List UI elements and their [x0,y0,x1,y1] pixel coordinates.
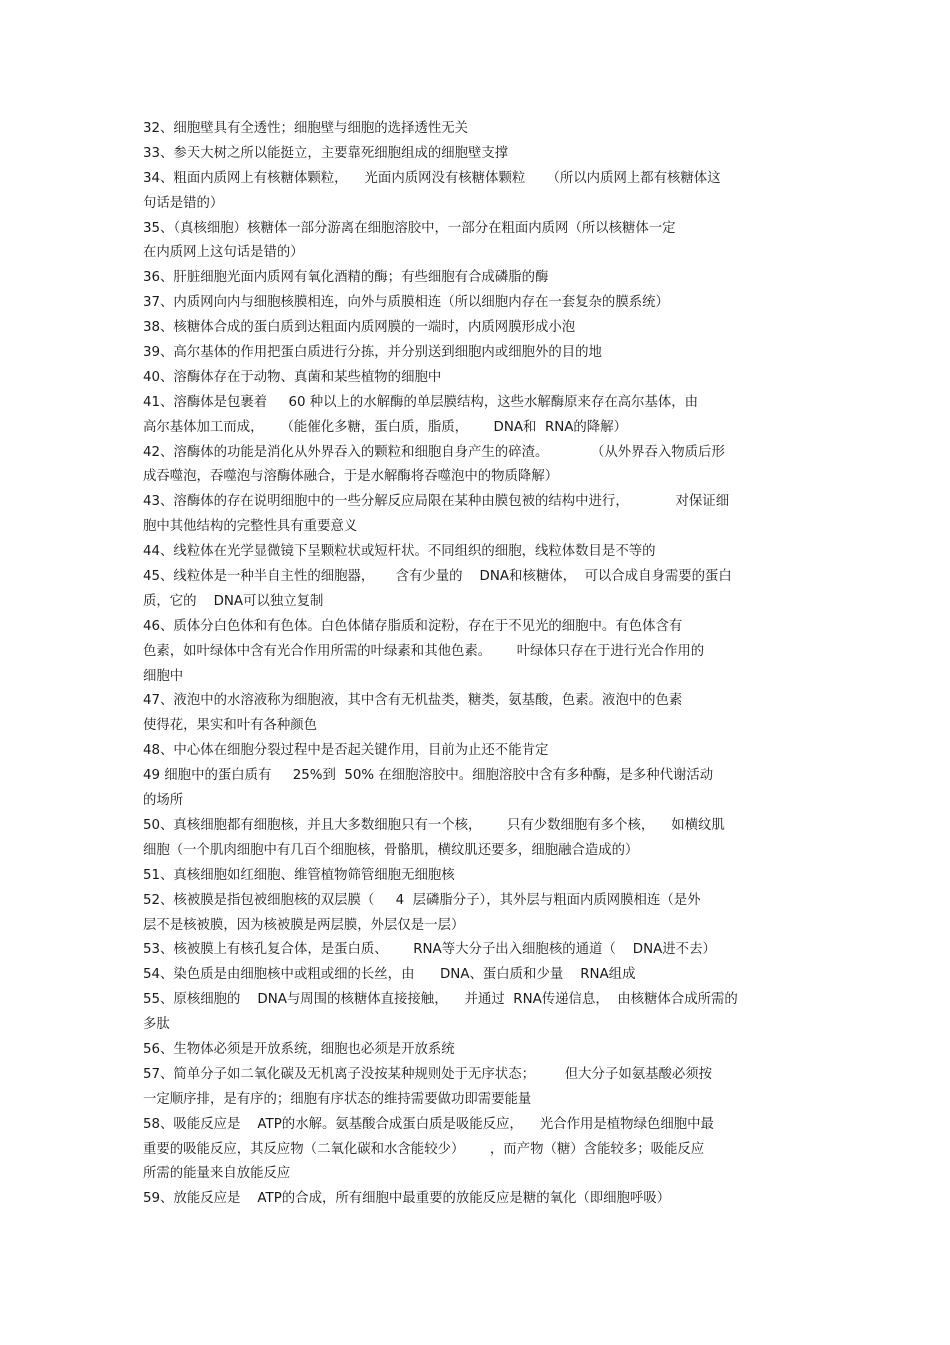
text-line: 58、吸能反应是 ATP的水解。氨基酸合成蛋白质是吸能反应， 光合作用是植物绿色细胞中最 [143,1116,714,1132]
text-line: 46、质体分白色体和有色体。白色体储存脂质和淀粉，存在于不见光的细胞中。有色体含有 [143,618,683,634]
text-line: 33、参天大树之所以能挺立，主要靠死细胞组成的细胞壁支撑 [143,145,509,161]
text-line: 多肽 [143,1017,170,1033]
text-line: 54、染色质是由细胞核中或粗或细的长丝，由 DNA、蛋白质和少量 RNA组成 [143,967,636,983]
text-line: 56、生物体必须是开放系统，细胞也必须是开放系统 [143,1041,455,1057]
text-line: 39、高尔基体的作用把蛋白质进行分拣，并分别送到细胞内或细胞外的目的地 [143,345,602,361]
text-line: 35、（真核细胞）核糖体一部分游离在细胞溶胶中，一部分在粗面内质网（所以核糖体一定 [143,220,676,236]
text-line: 44、线粒体在光学显微镜下呈颗粒状或短杆状。不同组织的细胞，线粒体数目是不等的 [143,544,656,560]
text-line: 的场所 [143,793,184,809]
text-line: 色素，如叶绿体中含有光合作用所需的叶绿素和其他色素。 叶绿体只存在于进行光合作用的 [143,643,705,659]
text-line: 55、原核细胞的 DNA与周围的核糖体直接接触， 并通过 RNA传递信息， 由核糖体合成所需的 [143,992,738,1008]
text-line: 57、简单分子如二氧化碳及无机离子没按某种规则处于无序状态； 但大分子如氨基酸必须按 [143,1066,713,1082]
text-line: 高尔基体加工而成， （能催化多糖，蛋白质，脂质， DNA和 RNA的降解） [143,419,627,435]
text-line: 49 细胞中的蛋白质有 25%到 50% 在细胞溶胶中。细胞溶胶中含有多种酶，是多种代谢活动 [143,768,714,784]
text-line: 45、线粒体是一种半自主性的细胞器， 含有少量的 DNA和核糖体， 可以合成自身需要的蛋白 [143,569,732,585]
text-line: 一定顺序排，是有序的；细胞有序状态的维持需要做功即需要能量 [143,1091,532,1107]
text-line: 59、放能反应是 ATP的合成，所有细胞中最重要的放能反应是糖的氧化（即细胞呼吸） [143,1191,671,1207]
document-body [143,117,808,1212]
text-line: 51、真核细胞如红细胞、维管植物筛管细胞无细胞核 [143,867,455,883]
text-line: 52、核被膜是指包被细胞核的双层膜（ 4 层磷脂分子），其外层与粗面内质网膜相连（是外 [143,892,701,908]
text-line: 细胞（一个肌肉细胞中有几百个细胞核，骨骼肌，横纹肌还要多，细胞融合造成的） [143,842,639,858]
text-line: 胞中其他结构的完整性具有重要意义 [143,519,358,535]
text-line: 使得花，果实和叶有各种颜色 [143,718,318,734]
text-line: 43、溶酶体的存在说明细胞中的一些分解反应局限在某种由膜包被的结构中进行， 对保证细 [143,494,730,510]
text-line: 48、中心体在细胞分裂过程中是否起关键作用，目前为止还不能肯定 [143,743,549,759]
text-line: 细胞中 [143,668,184,684]
text-line: 34、粗面内质网上有核糖体颗粒， 光面内质网没有核糖体颗粒 （所以内质网上都有核糖体这 [143,170,721,186]
text-line: 40、溶酶体存在于动物、真菌和某些植物的细胞中 [143,369,442,385]
text-line: 层不是核被膜，因为核被膜是两层膜，外层仅是一层） [143,917,465,933]
text-line: 所需的能量来自放能反应 [143,1166,291,1182]
text-line: 重要的吸能反应，其反应物（二氧化碳和水含能较少） ，而产物（糖）含能较多；吸能反应 [143,1141,705,1157]
text-line: 质，它的 DNA可以独立复制 [143,593,324,609]
text-line: 36、肝脏细胞光面内质网有氧化酒精的酶；有些细胞有合成磷脂的酶 [143,270,549,286]
text-line: 50、真核细胞都有细胞核，并且大多数细胞只有一个核， 只有少数细胞有多个核， 如横纹肌 [143,817,725,833]
text-line: 38、核糖体合成的蛋白质到达粗面内质网膜的一端时，内质网膜形成小泡 [143,320,576,336]
text-line: 在内质网上这句话是错的） [143,245,304,261]
text-line: 句话是错的） [143,195,224,211]
text-line: 42、溶酶体的功能是消化从外界吞入的颗粒和细胞自身产生的碎渣。 （从外界吞入物质后形 [143,444,725,460]
text-line: 37、内质网向内与细胞核膜相连，向外与质膜相连（所以细胞内存在一套复杂的膜系统） [143,295,669,311]
text-line: 47、液泡中的水溶液称为细胞液，其中含有无机盐类，糖类，氨基酸，色素。液泡中的色素 [143,693,683,709]
text-line: 32、细胞壁具有全透性；细胞壁与细胞的选择透性无关 [143,121,469,136]
text-line: 53、核被膜上有核孔复合体，是蛋白质、 RNA等大分子出入细胞核的通道（ DNA进不去） [143,942,716,958]
text-line: 成吞噬泡，吞噬泡与溶酶体融合，于是水解酶将吞噬泡中的物质降解） [143,469,559,485]
text-line: 41、溶酶体是包裹着 60 种以上的水解酶的单层膜结构，这些水解酶原来存在高尔基体，由 [143,394,699,410]
